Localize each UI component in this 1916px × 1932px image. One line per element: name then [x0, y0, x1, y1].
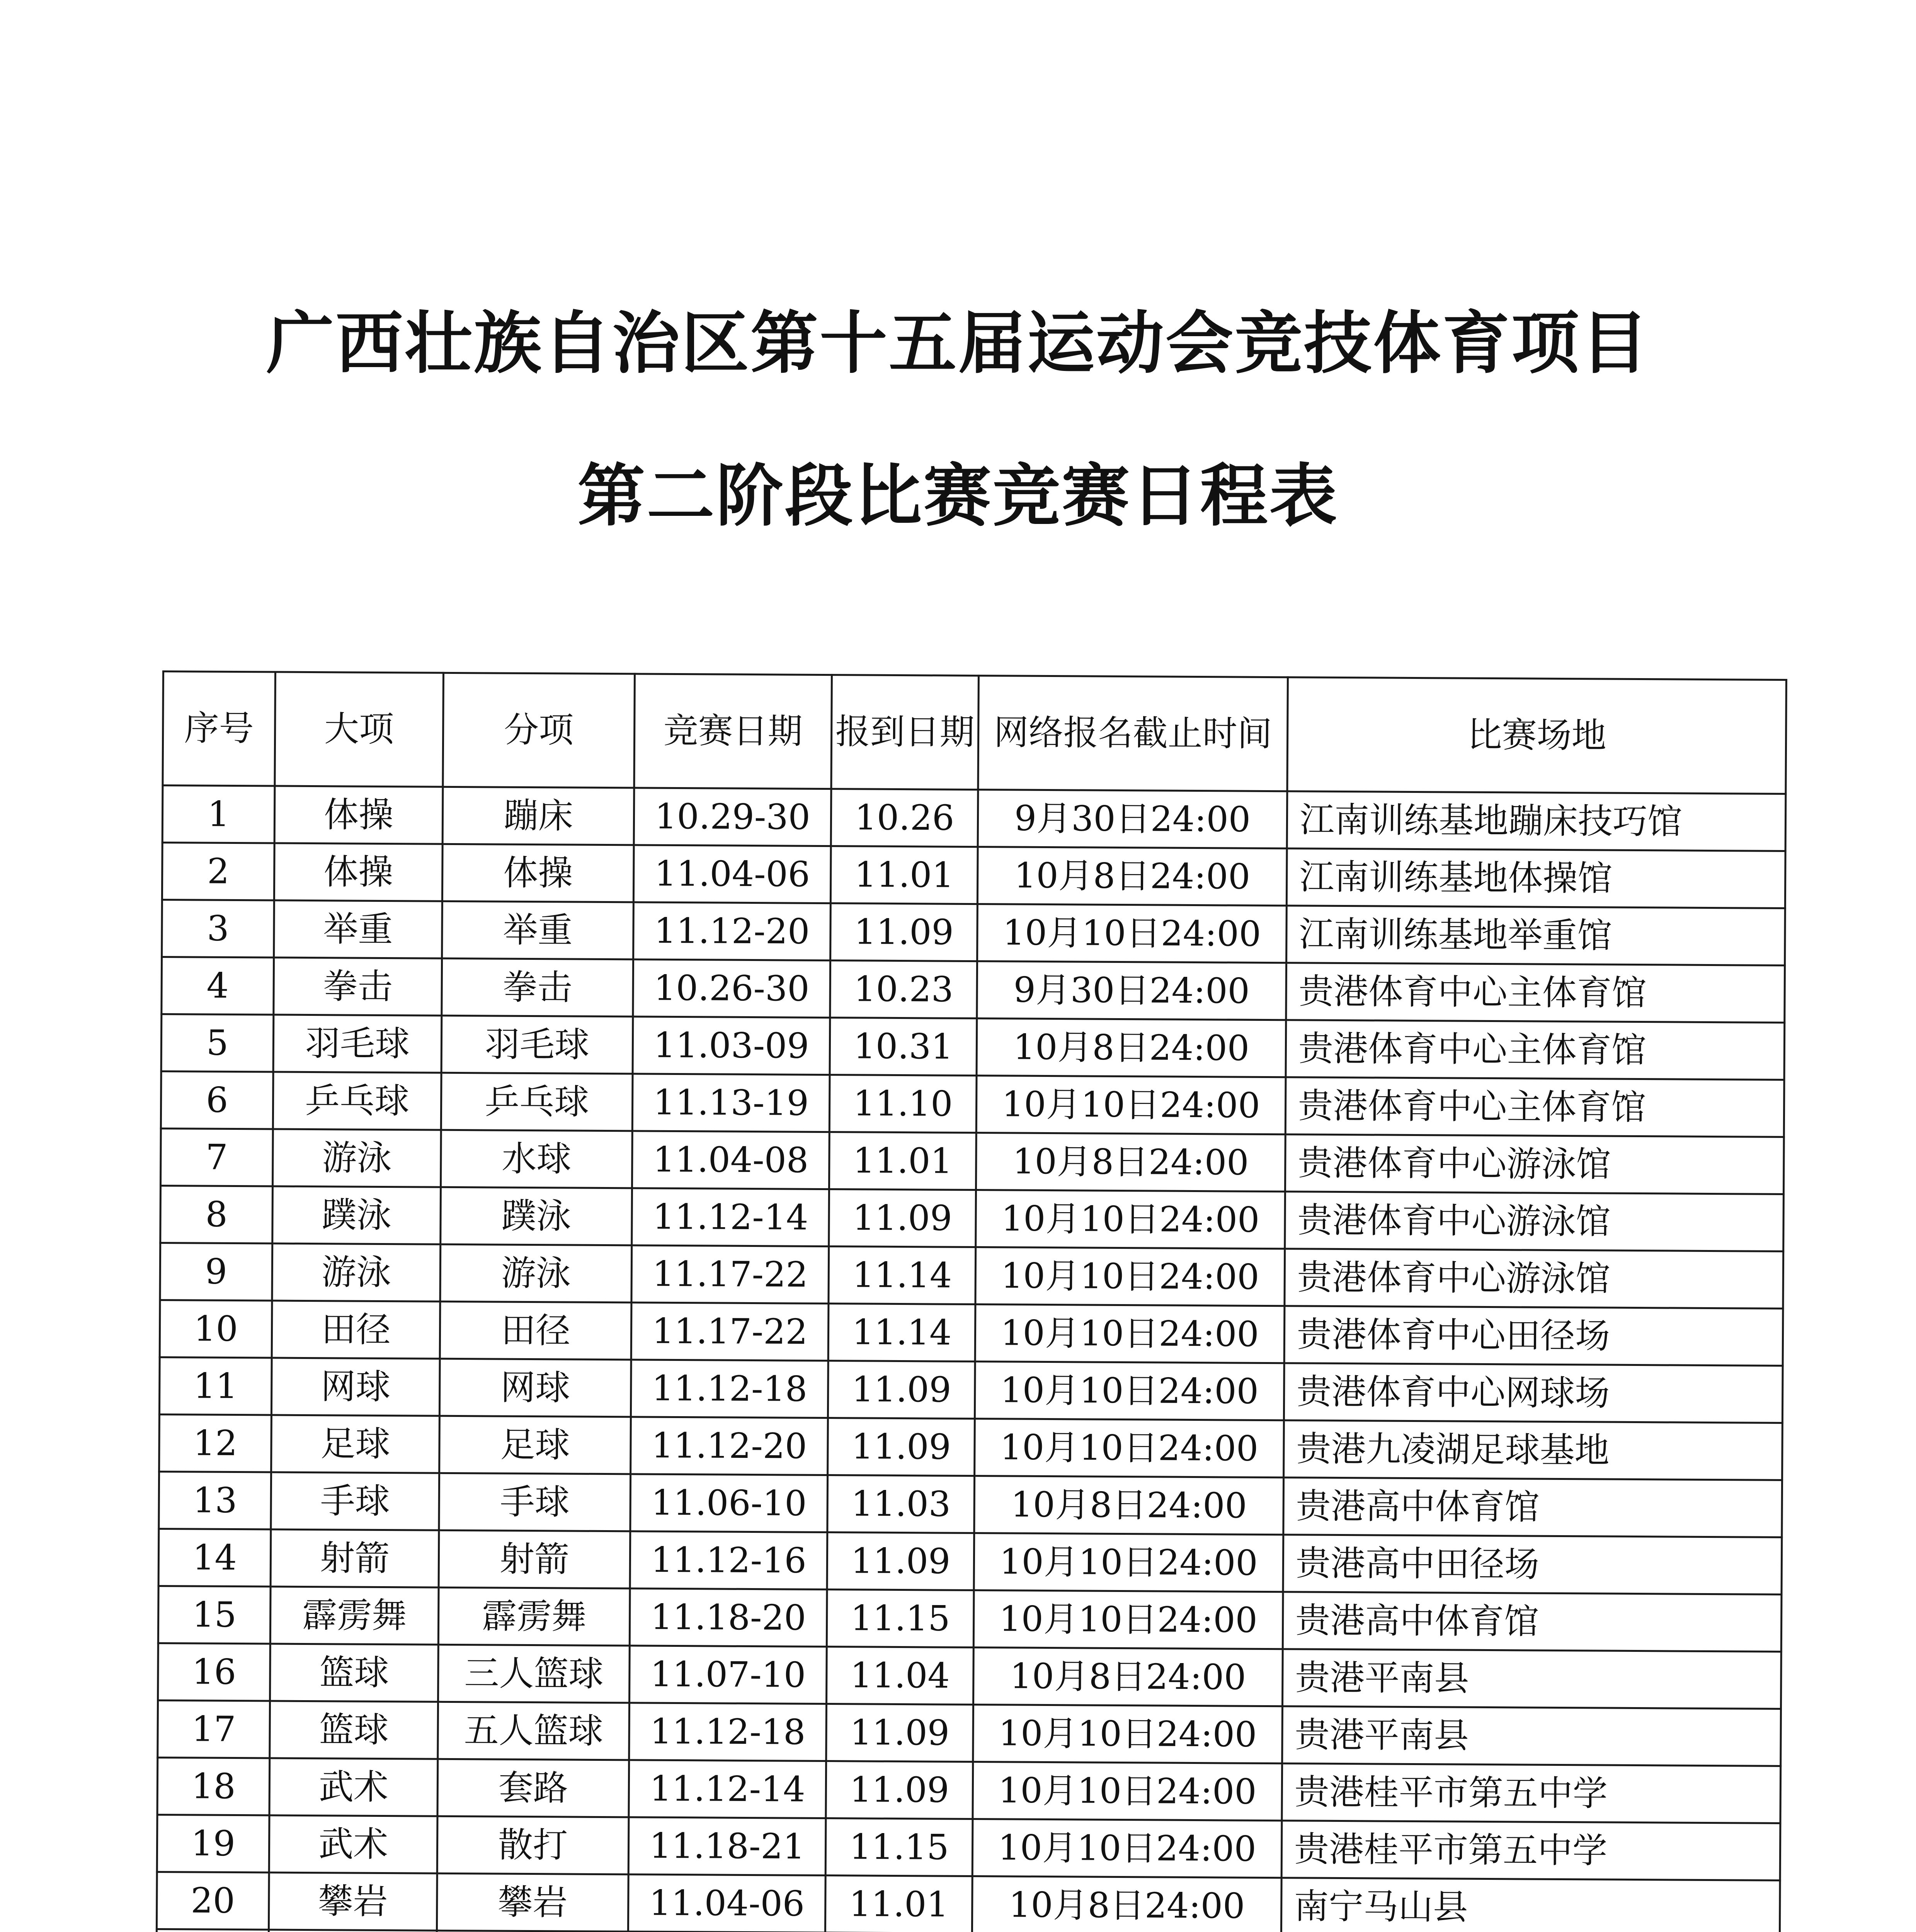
cell-checkin-date: 10.23: [830, 961, 977, 1019]
cell-checkin-date: 10.26: [831, 789, 978, 847]
cell-competition-date: 11.12-16: [630, 1531, 827, 1590]
cell-registration-deadline: 10月10日24:00: [972, 1819, 1282, 1878]
cell-checkin-date: 11.14: [828, 1304, 975, 1362]
table-row: [162, 957, 1785, 1023]
table-row: [159, 1471, 1782, 1537]
table-row: [158, 1643, 1782, 1709]
cell-event: 蹼泳: [272, 1186, 441, 1244]
cell-event: 篮球: [270, 1701, 438, 1759]
cell-registration-deadline: 10月10日24:00: [973, 1762, 1282, 1821]
cell-registration-deadline: 10月8日24:00: [973, 1648, 1283, 1706]
table-row: [162, 786, 1786, 851]
cell-index: 2: [162, 843, 274, 901]
cell-venue: 贵港高中田径场: [1283, 1535, 1782, 1595]
cell-event: 射箭: [271, 1529, 439, 1587]
cell-event: 霹雳舞: [270, 1587, 439, 1645]
cell-event: 乒乓球: [273, 1072, 441, 1130]
cell-subevent: 水球: [441, 1130, 633, 1188]
table-row: [160, 1243, 1783, 1308]
cell-competition-date: 10.26-30: [633, 959, 830, 1018]
table-row: [161, 1014, 1785, 1080]
cell-registration-deadline: 9月30日24:00: [977, 961, 1286, 1020]
cell-checkin-date: 11.09: [829, 1189, 976, 1247]
header-cell-index: 序号: [163, 672, 276, 786]
cell-index: 9: [160, 1243, 272, 1301]
cell-checkin-date: 11.04: [827, 1647, 974, 1705]
cell-checkin-date: 11.09: [826, 1761, 973, 1819]
cell-competition-date: 11.12-18: [631, 1360, 828, 1418]
cell-subevent: 拳击: [442, 958, 633, 1017]
table-row: [160, 1185, 1784, 1251]
cell-checkin-date: 11.10: [829, 1075, 977, 1133]
header-cell-competition-date: 竞赛日期: [634, 674, 832, 789]
table-row: [162, 900, 1785, 966]
cell-competition-date: 11.12-14: [632, 1188, 829, 1247]
cell-checkin-date: 11.09: [828, 1361, 975, 1419]
table-row: [161, 1071, 1784, 1137]
cell-venue: 贵港体育中心田径场: [1284, 1306, 1783, 1366]
header-cell-event: 大项: [275, 672, 444, 787]
cell-registration-deadline: 10月8日24:00: [972, 1876, 1281, 1932]
table-row: [157, 1757, 1781, 1823]
cell-subevent: 手球: [439, 1473, 631, 1531]
cell-event: 武术: [269, 1815, 437, 1873]
cell-index: 7: [161, 1128, 273, 1186]
table-row: [157, 1815, 1780, 1880]
cell-event: 羽毛球: [273, 1015, 442, 1073]
cell-competition-date: 11.07-10: [630, 1646, 827, 1704]
cell-subevent: 乒乓球: [441, 1073, 633, 1131]
table-header-row: [163, 672, 1786, 794]
cell-venue: 贵港体育中心游泳馆: [1285, 1249, 1783, 1309]
cell-registration-deadline: 10月10日24:00: [976, 1190, 1285, 1249]
table-row: [162, 843, 1785, 908]
cell-subevent: 举重: [442, 901, 634, 959]
cell-event: 举重: [274, 900, 442, 958]
cell-competition-date: 11.12-18: [629, 1703, 827, 1761]
cell-competition-date: 11.06-10: [630, 1474, 828, 1532]
cell-competition-date: 11.18-21: [628, 1817, 826, 1876]
cell-venue: 贵港体育中心游泳馆: [1285, 1192, 1784, 1252]
table-row: [158, 1529, 1782, 1594]
cell-venue: 贵港桂平市第五中学: [1282, 1764, 1781, 1823]
table-row: [159, 1357, 1783, 1423]
cell-checkin-date: 11.01: [829, 1132, 976, 1190]
cell-event: 游泳: [273, 1129, 441, 1187]
cell-event: 拳击: [274, 957, 442, 1015]
cell-index: 19: [157, 1815, 269, 1872]
cell-competition-date: 11.17-22: [631, 1245, 829, 1304]
cell-event: 游泳: [272, 1243, 441, 1301]
cell-index: 10: [160, 1300, 272, 1358]
cell-index: 20: [157, 1872, 269, 1930]
cell-index: 14: [158, 1529, 271, 1587]
cell-competition-date: 11.12-20: [633, 902, 831, 961]
cell-index: 5: [161, 1014, 274, 1072]
cell-venue: 江南训练基地举重馆: [1286, 906, 1785, 966]
cell-competition-date: 11.13-19: [632, 1074, 830, 1132]
table-body: [157, 786, 1786, 1932]
cell-checkin-date: 11.15: [825, 1818, 973, 1876]
cell-subevent: 体操: [442, 844, 634, 902]
cell-event: 手球: [271, 1472, 439, 1530]
cell-index: 3: [162, 900, 274, 958]
cell-index: 11: [159, 1357, 272, 1415]
cell-competition-date: 10.29-30: [634, 788, 831, 846]
cell-checkin-date: 11.09: [830, 903, 978, 961]
cell-competition-date: 11.04-06: [628, 1874, 825, 1932]
cell-event: 体操: [274, 786, 443, 844]
cell-competition-date: 11.04-06: [633, 845, 831, 903]
header-cell-venue: 比赛场地: [1287, 677, 1787, 794]
cell-venue: 贵港桂平市第五中学: [1281, 1821, 1780, 1881]
cell-subevent: 蹦床: [442, 787, 634, 845]
cell-registration-deadline: 10月10日24:00: [975, 1247, 1285, 1306]
table-row: [158, 1586, 1782, 1651]
cell-subevent: 网球: [439, 1359, 631, 1417]
cell-registration-deadline: 10月8日24:00: [974, 1476, 1284, 1535]
cell-index: 1: [162, 786, 275, 844]
cell-registration-deadline: 10月10日24:00: [973, 1590, 1283, 1649]
cell-registration-deadline: 10月10日24:00: [975, 1362, 1284, 1420]
table-row: [161, 1128, 1784, 1194]
schedule-table: [155, 670, 1787, 1932]
table-row: [158, 1700, 1781, 1766]
cell-event: 篮球: [270, 1644, 439, 1702]
document-title-line1: 广西壮族自治区第十五届运动会竞技体育项目: [266, 304, 1650, 383]
cell-subevent: 霹雳舞: [438, 1587, 630, 1646]
cell-venue: 贵港高中体育馆: [1283, 1478, 1782, 1537]
cell-index: 12: [159, 1414, 272, 1472]
cell-subevent: 足球: [439, 1416, 631, 1474]
cell-event: 田径: [272, 1301, 440, 1359]
cell-checkin-date: 10.31: [830, 1018, 977, 1076]
cell-registration-deadline: 10月10日24:00: [974, 1533, 1283, 1592]
cell-subevent: 田径: [440, 1301, 631, 1360]
cell-registration-deadline: 10月8日24:00: [977, 847, 1287, 906]
cell-subevent: 散打: [437, 1816, 629, 1874]
cell-checkin-date: 11.01: [830, 846, 978, 904]
cell-event: 武术: [269, 1758, 438, 1816]
cell-event: 攀岩: [269, 1872, 437, 1930]
cell-competition-date: 11.04-08: [632, 1131, 830, 1189]
header-cell-checkin-date: 报到日期: [831, 675, 979, 790]
cell-competition-date: 11.03-09: [633, 1017, 830, 1075]
cell-checkin-date: 11.09: [826, 1704, 973, 1762]
cell-registration-deadline: 10月10日24:00: [977, 904, 1287, 963]
cell-registration-deadline: 10月10日24:00: [976, 1076, 1286, 1134]
cell-venue: 贵港平南县: [1282, 1706, 1781, 1766]
cell-index: 13: [159, 1471, 271, 1529]
cell-competition-date: 11.12-14: [629, 1760, 826, 1818]
cell-competition-date: 11.17-22: [631, 1303, 829, 1361]
cell-registration-deadline: 10月8日24:00: [976, 1133, 1285, 1192]
cell-venue: 贵港体育中心主体育馆: [1286, 1020, 1785, 1080]
header-cell-subevent: 分项: [443, 673, 635, 788]
cell-subevent: 五人篮球: [438, 1702, 630, 1760]
cell-venue: 贵港体育中心游泳馆: [1285, 1134, 1784, 1194]
table-row: [157, 1872, 1780, 1932]
cell-venue: 贵港体育中心网球场: [1284, 1363, 1783, 1423]
cell-event: 体操: [274, 843, 442, 901]
cell-subevent: 蹼泳: [441, 1187, 632, 1245]
cell-index: 6: [161, 1071, 273, 1129]
cell-index: 15: [158, 1586, 271, 1644]
cell-subevent: 游泳: [440, 1244, 632, 1303]
cell-subevent: 羽毛球: [441, 1015, 633, 1074]
cell-index: 16: [158, 1643, 271, 1701]
cell-index: 17: [158, 1700, 270, 1758]
cell-venue: 贵港九凌湖足球基地: [1284, 1420, 1783, 1480]
cell-venue: 江南训练基地蹦床技巧馆: [1287, 791, 1786, 851]
cell-registration-deadline: 9月30日24:00: [978, 790, 1287, 849]
cell-checkin-date: 11.15: [827, 1590, 974, 1648]
cell-checkin-date: 11.09: [827, 1532, 974, 1590]
cell-subevent: 攀岩: [437, 1873, 628, 1932]
cell-event: 足球: [271, 1415, 440, 1473]
cell-registration-deadline: 10月10日24:00: [975, 1419, 1284, 1478]
cell-subevent: 三人篮球: [438, 1645, 630, 1703]
cell-index: [157, 1929, 269, 1932]
cell-venue: 贵港体育中心主体育馆: [1286, 963, 1785, 1023]
cell-event: 网球: [271, 1358, 440, 1416]
cell-checkin-date: 11.14: [829, 1247, 976, 1304]
table-row: [160, 1300, 1783, 1366]
cell-index: 8: [160, 1185, 273, 1243]
cell-competition-date: 11.18-20: [630, 1588, 827, 1647]
cell-venue: 南宁马山县: [1281, 1878, 1780, 1932]
cell-venue: 贵港平南县: [1283, 1649, 1782, 1709]
cell-subevent: 套路: [437, 1759, 629, 1817]
cell-checkin-date: 11.01: [825, 1876, 972, 1932]
cell-checkin-date: 11.09: [828, 1418, 975, 1476]
cell-venue: 贵港体育中心主体育馆: [1285, 1077, 1784, 1137]
cell-index: 4: [162, 957, 274, 1015]
cell-registration-deadline: 10月10日24:00: [975, 1304, 1285, 1363]
cell-venue: 江南训练基地体操馆: [1286, 849, 1785, 908]
cell-competition-date: 11.12-20: [631, 1417, 828, 1475]
cell-registration-deadline: 10月10日24:00: [973, 1705, 1283, 1764]
cell-venue: 贵港高中体育馆: [1283, 1592, 1782, 1652]
cell-subevent: 射箭: [439, 1530, 630, 1588]
cell-registration-deadline: 10月8日24:00: [977, 1019, 1286, 1077]
header-cell-registration-deadline: 网络报名截止时间: [978, 676, 1288, 791]
table-row: [159, 1414, 1783, 1480]
cell-checkin-date: 11.03: [827, 1475, 975, 1533]
cell-index: 18: [157, 1757, 270, 1815]
document-title-line2: 第二阶段比赛竞赛日程表: [577, 457, 1339, 536]
